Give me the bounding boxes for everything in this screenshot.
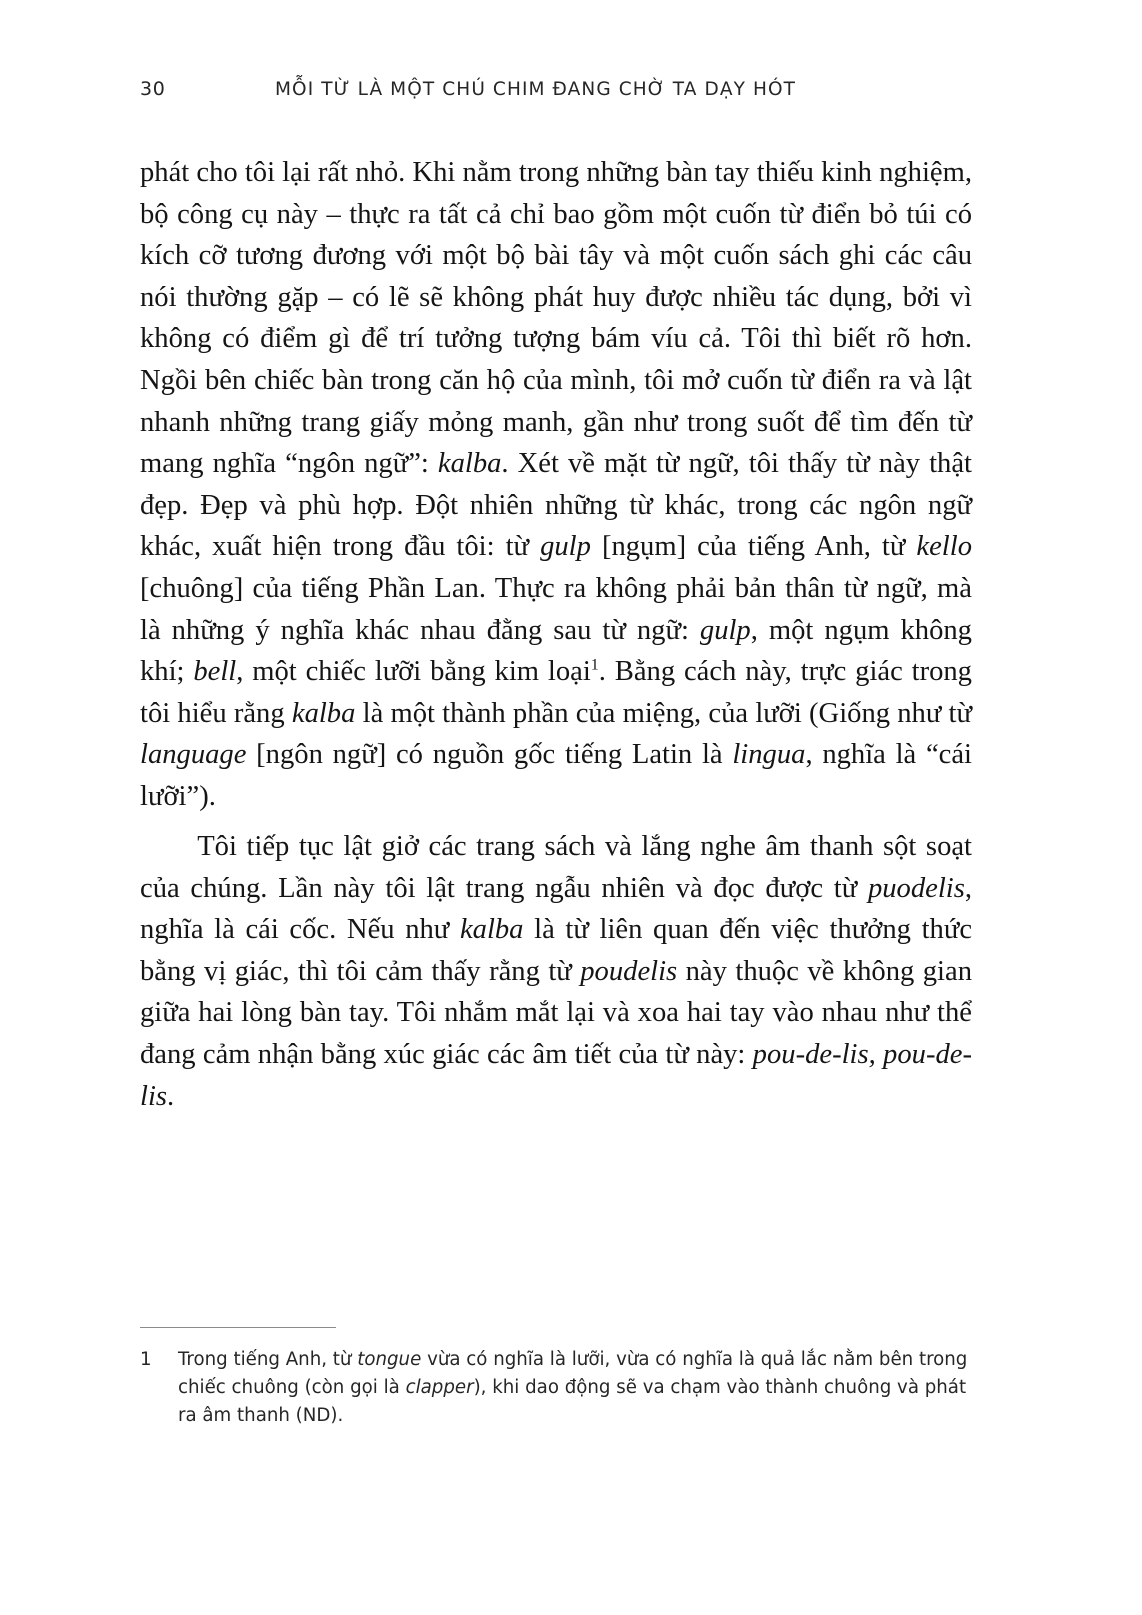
footnote-marker-1[interactable]: 1 xyxy=(590,656,599,674)
p1-segment-d: [chuông] của tiếng Phần Lan. Thực ra không phải bản thân từ ngữ, mà là những ý nghĩa khác nhau đằng sau từ ngữ: xyxy=(140,572,972,646)
term-bell: bell xyxy=(193,656,237,688)
term-clapper: clapper xyxy=(405,1377,474,1399)
footnote-1 xyxy=(140,1346,972,1431)
paragraph-2 xyxy=(140,826,972,1117)
term-gulp-1: gulp xyxy=(540,531,591,563)
p1-segment-j: [ngôn ngữ] có nguồn gốc tiếng Latin là xyxy=(246,739,733,771)
p1-segment-e: , một ngụm không khí; xyxy=(140,614,972,688)
page-number: 30 xyxy=(140,78,166,100)
fn-segment-c: ), khi dao động sẽ va chạm vào thành chuông và phát ra âm thanh (ND). xyxy=(178,1377,967,1427)
term-pou-de-lis: pou-de-lis, pou-de-lis xyxy=(140,1039,972,1112)
term-gulp-2: gulp xyxy=(699,614,751,646)
fn-segment-a: Trong tiếng Anh, từ xyxy=(178,1349,358,1370)
term-language: language xyxy=(140,739,247,771)
page-header xyxy=(140,78,1002,100)
term-lingua: lingua xyxy=(732,739,806,771)
p1-segment-g: . Bằng cách này, trực giác trong tôi hiểu rằng xyxy=(140,656,972,729)
p2-segment-b: , nghĩa là cái cốc. Nếu như xyxy=(140,872,972,946)
footnote-area xyxy=(140,1327,972,1431)
p1-segment-b: . Xét về mặt từ ngữ, tôi thấy từ này thật đẹp. Đẹp và phù hợp. Đột nhiên những từ khác, trong các ngôn ngữ khác, xuất hiện trong đầu tôi: từ xyxy=(140,448,972,563)
p1-segment-k: , nghĩa là “cái lưỡi”). xyxy=(140,739,972,812)
running-title: MỖI TỪ LÀ MỘT CHÚ CHIM ĐANG CHỜ TA DẠY HÓT xyxy=(275,79,797,100)
footnote-number: 1 xyxy=(140,1349,152,1370)
term-kalba-1: kalba xyxy=(437,448,502,480)
term-kalba-2: kalba xyxy=(291,697,356,729)
term-puodelis: puodelis xyxy=(867,872,965,904)
p2-segment-c: là từ liên quan đến việc thưởng thức bằng vị giác, thì tôi cảm thấy rằng từ xyxy=(140,914,973,987)
term-tongue: tongue xyxy=(357,1349,422,1370)
footnote-text xyxy=(178,1346,972,1431)
p1-segment-h: là một thành phần của miệng, của lưỡi (Giống như từ xyxy=(355,697,973,729)
p2-segment-a: Tôi tiếp tục lật giở các trang sách và lắng nghe âm thanh sột soạt của chúng. Lần này tôi lật trang ngẫu nhiên và đọc được từ xyxy=(140,831,972,904)
body-text xyxy=(140,152,972,1117)
p1-segment-c: [ngụm] của tiếng Anh, từ xyxy=(590,531,917,563)
p1-segment-a: phát cho tôi lại rất nhỏ. Khi nằm trong những bàn tay thiếu kinh nghiệm, bộ công cụ này – thực ra tất cả chỉ bao gồm một cuốn từ điển bỏ túi có kích cỡ tương đương với một bộ bài tây và một cuốn sách ghi các câu nói thường gặp – có lẽ sẽ không phát huy được nhiều tác dụng, bởi vì không có điểm gì để trí tưởng tượng bám víu cả. Tôi thì biết rõ hơn. Ngồi bên chiếc bàn trong căn hộ của mình, tôi mở cuốn từ điển ra và lật nhanh những trang giấy mỏng manh, gần như trong suốt để tìm đến từ mang nghĩa “ngôn ngữ”: xyxy=(140,157,972,480)
p2-segment-d: này thuộc về không gian giữa hai lòng bàn tay. Tôi nhắm mắt lại và xoa hai tay vào nhau như thể đang cảm nhận bằng xúc giác các âm tiết của từ này: xyxy=(140,955,972,1071)
p2-segment-e: . xyxy=(167,1080,175,1112)
fn-segment-b: vừa có nghĩa là lưỡi, vừa có nghĩa là quả lắc nằm bên trong chiếc chuông (còn gọi là xyxy=(178,1349,968,1399)
paragraph-1 xyxy=(140,152,972,818)
footnote-divider xyxy=(140,1327,336,1328)
term-poudelis: poudelis xyxy=(580,955,678,987)
term-kello: kello xyxy=(916,531,972,563)
term-kalba-3: kalba xyxy=(459,914,524,946)
p1-segment-f: , một chiếc lưỡi bằng kim loại xyxy=(236,656,591,688)
